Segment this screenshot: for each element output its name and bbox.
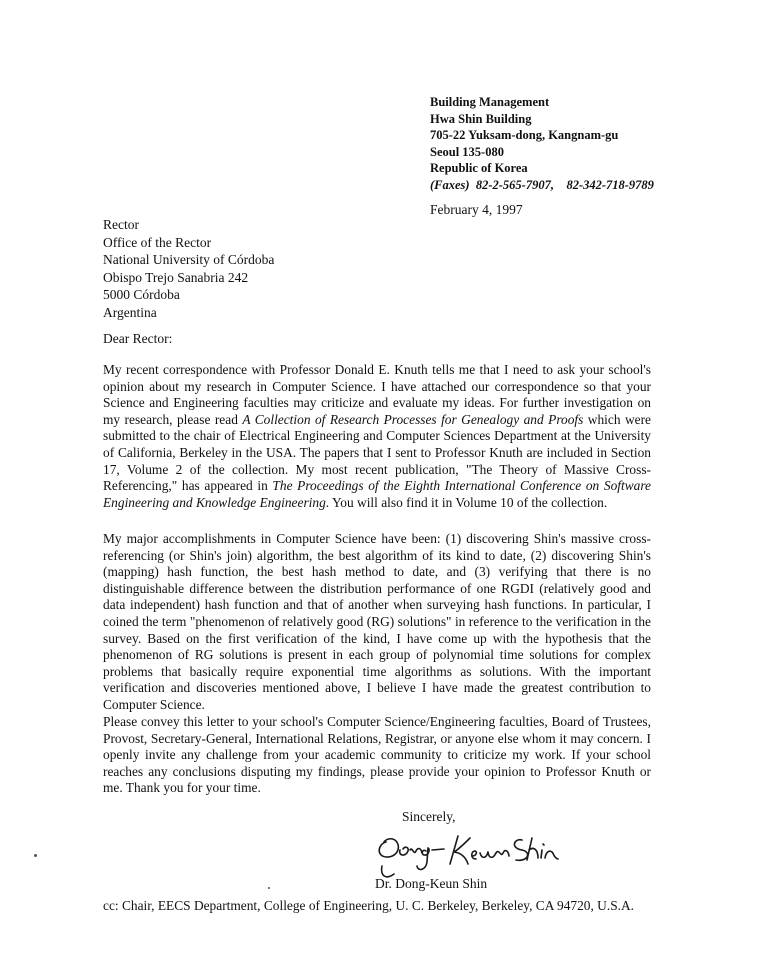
recipient-line: Obispo Trejo Sanabria 242 bbox=[103, 269, 249, 285]
sender-line: Hwa Shin Building bbox=[430, 111, 532, 126]
paragraph-text: . You will also find it in Volume 10 of the collection. bbox=[325, 494, 608, 510]
sender-address bbox=[430, 94, 750, 193]
salutation: Dear Rector: bbox=[103, 331, 173, 346]
letter-date: February 4, 1997 bbox=[430, 202, 523, 217]
sender-fax-line bbox=[430, 177, 750, 194]
closing: Sincerely, bbox=[402, 809, 456, 824]
scan-speck bbox=[34, 854, 37, 857]
paragraph-text: My recent correspondence with Professor Donald E. Knuth tells me that I need to ask your school's opinion about my research in Computer Science. I have attached our correspondence so that your Science and Engineering faculties may criticize and evaluate my ideas. For further investigation on my research, please read bbox=[103, 362, 651, 427]
recipient-line: Office of the Rector bbox=[103, 234, 212, 250]
scan-speck bbox=[268, 887, 270, 889]
signer-name: Dr. Dong-Keun Shin bbox=[375, 876, 488, 891]
cc-line: cc: Chair, EECS Department, College of Engineering, U. C. Berkeley, Berkeley, CA 94720, U.S.A. bbox=[103, 898, 635, 913]
sender-line: 705-22 Yuksam-dong, Kangnam-gu bbox=[430, 128, 619, 142]
recipient-line: 5000 Córdoba bbox=[103, 287, 180, 303]
body-paragraph-2: My major accomplishments in Computer Science have been: (1) discovering Shin's massive cross-referencing (or Shin's join) algorithm, the best algorithm of its kind to date, (2) discovering Shin's (mapping) hash function, the best hash method to date, and (3) verifying that there is no distinguishable difference between the distribution performance of one RGDI (relatively good and data independent) hash function and that of another when surveying hash functions. In particular, I coined the term "phenomenon of relatively good (RG) solutions" in reference to the verification in the survey. Based on the first verification of the kind, I have come up with the hypothesis that the phenomenon of RG solutions is present in each group of polynomial time solutions for complex problems that basically require exponential time algorithms as solutions. With the important verification and discoveries mentioned above, I believe I have made the greatest contribution to Computer Science. bbox=[103, 531, 651, 712]
sender-line: Building Management bbox=[430, 95, 550, 109]
body-paragraph-1 bbox=[103, 362, 651, 511]
body-paragraph-3: Please convey this letter to your school's Computer Science/Engineering faculties, Board of Trustees, Provost, Secretary-General, International Relations, Registrar, or anyone else whom it may concern. I openly invite any challenge from your academic community to criticize my work. If your school reaches any conclusions disputing my findings, please provide your opinion to Professor Knuth or me. Thank you for your time. bbox=[103, 714, 651, 796]
paragraph-text: which were submitted to the chair of Electrical Engineering and Computer Sciences Department at the University of California, Berkeley in the USA. The papers that I sent to Professor Knuth are included in Section 17, Volume 2 of the collection. My most recent publication, "The Theory of Massive Cross-Referencing," has appeared in bbox=[103, 411, 651, 494]
recipient-line: National University of Córdoba bbox=[103, 252, 275, 268]
recipient-line: Rector bbox=[103, 217, 139, 232]
sender-line: Republic of Korea bbox=[430, 161, 528, 175]
proceedings-title: The Proceedings of the Eighth International Conference on Software Engineering and Knowledge Engineering bbox=[103, 478, 652, 510]
handwritten-signature bbox=[372, 826, 582, 882]
sender-line: Seoul 135-080 bbox=[430, 144, 504, 159]
recipient-line: Argentina bbox=[103, 304, 157, 320]
fax-label: (Faxes) bbox=[430, 177, 470, 192]
recipient-address bbox=[103, 216, 274, 322]
collection-title: A Collection of Research Processes for Genealogy and Proofs bbox=[242, 411, 584, 427]
fax-numbers: 82-2-565-7907, 82-342-718-9789 bbox=[475, 177, 654, 192]
